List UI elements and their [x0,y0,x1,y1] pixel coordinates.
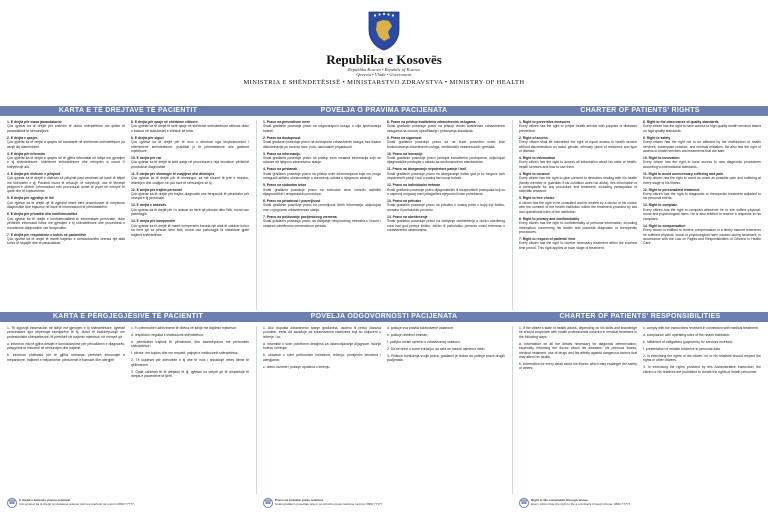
country-subtitle-line: Republika Kosovo • Republic of Kosovo [348,67,420,72]
responsibility-item: 2. Të kujdeset për shëndetin e tij dhe të mos i shkaktojë vetes dëme të qëllimshme. [131,358,249,367]
rights-sq-column-1 [7,120,125,310]
right-item-text: A citizen has the right to be consulted and be treated by a doctor of his choice with the consent of the health institution within the treatment provided by law and operational rules of the institution. [519,200,637,214]
responsibility-item: b. information for every detail about his illness, which may endanger the safety of others; [519,362,637,371]
responsibility-item: a. informon mbi të gjitha detajet e domosdoshme për përcaktimin e diagnozës, pasqyrimit të historisë së sëmundjes dhe trajtimit; [7,341,125,351]
responsibility-item: e. përmbahet trajtimit të përcaktuar, dhe bashkëpunon me personelin shëndetësor; [131,340,249,349]
right-item-title: 14. Right to compensation [643,223,686,228]
footer-phone-en [519,498,759,520]
right-item-title: 4. E drejta për dhënien e pëlqimit [7,171,61,176]
right-item-text: Svaki građanin poseduje pravo na odgovarajuću uslugu u cilju sprečavanja bolesti. [263,124,381,133]
responsibility-item: c. comply with the instructions received in connection with medical treatment; [643,326,759,330]
right-item [263,136,381,149]
country-subtitle [0,67,768,77]
right-item [519,196,637,214]
right-item-text: Svaki građanin poseduje pravo na izbegavanje koliko god je to moguće svih nepotrebnih patnji i boli u svakoj fazi svoje bolesti. [387,171,505,181]
right-item-text: Every citizen has the right to have access to new diagnostic procedures according to international standards. [643,160,761,169]
right-item-text: Every citizen is entitled to receive compensation in a timely manner whenever he suffered physical, moral or psychological harm caused during treatment, in accordance with the Law on Rights and Responsibilities of Citizens in Health Care. [643,228,761,246]
right-item-text: Çdo qytetar ka të drejtë për të shmangur, sa më shumë të jetë e mundur, dhimbjen dhe vuajtjen në çdo fazë të sëmundjes së tij. [131,176,249,185]
right-item-title: 8. Pravo na pristup kvalitetnim zdravstvenim uslugama [387,120,476,124]
right-item [387,120,505,133]
right-item-text: Svaki građanin poseduje pravo na dobijanje obeštećenja u okviru utvrđenog roka kad god pretrpi fizičku, etičku ili psihološku povredu usled tretmana u zdravstvenim ustanovama. [387,219,505,233]
band-title-rights-sq: KARTA E TË DREJTAVE TË PACIENTIT [58,107,198,114]
band-title-resp-en: CHARTER OF PATIENTS' RESPONSIBILITIES [559,313,721,320]
footer-title-sq: E drejta e ankesës pranon telefonit [19,498,71,502]
right-item [263,120,381,133]
right-item-title: 8. E drejta për qasje në shërbime cilësore [131,120,198,124]
footer-phone-sr [263,498,503,520]
right-item [519,237,637,250]
right-item-text: Svaki građanin poseduje pravo na poverljivost ličnih informacija, uključujući one o njegovom zdravstvenom stanju. [263,203,381,212]
responsibility-item: a. informiše o svim potrebnim detaljima za ustanovljavanje dijagnoze, istorije bolesti i lečenja; [263,341,381,351]
right-item [387,183,505,196]
right-item [263,152,381,165]
right-item-text: Svaki građanin poseduje pravo dijagnostičkih ili terapeutskih postupaka koji su u najvećoj mogućoj meri prilagođeni njegovim ličnim potrebama. [387,187,505,197]
phone-icon: ☎ [264,500,272,506]
responsibility-item: b. informon plotësisht për të gjitha rrethanat, përfshirë sëmundjet e mëparshme, trajtimet e mëparshme, përdorimin e barnave dhe alergjitë; [7,353,125,362]
right-item-title: 12. Right to personalized treatment [643,187,700,192]
kosovo-emblem-icon [361,8,407,52]
right-item [7,196,125,209]
right-item [131,219,249,237]
right-item [7,136,125,149]
phone-icon: ☎ [520,500,528,506]
right-item [643,172,761,185]
right-item-text: Çdo qytetar ka të drejtë të ketë qasje në shërbime shëndetësore cilësore duke u bazuar në standardet e cilësisë së larta. [131,124,249,133]
right-item-title: 9. Right to safety [643,135,671,140]
right-item-title: 3. Pravo na informaciju [263,151,301,156]
right-item [387,136,505,149]
rights-band [0,106,768,116]
right-item-text: Svaki građanin poseduje pravo na pritužbu u svakoj prilici u kojoj trpi fizičku, moralnu ili psihološku povredu. [387,203,505,212]
right-item [131,203,249,216]
resp-sr-column-1 [263,326,381,494]
right-item [263,183,381,196]
responsibility-item: e. fulfillment of obligations (payments) for services received; [643,340,733,344]
right-item-text: Every citizen shall be warranted the right of equal access to health service without discrimination on racial, gender, ethnicity, place of residence and type of disease. [519,140,637,154]
right-item-text: Svaki građanin poseduje pravo na pristup svim vrstama informacija koje se odnose na njegovo zdravstveno stanje. [263,156,381,165]
right-item [263,199,381,212]
responsibility-item: f. përdor, me kujdes dhe me respekt, pajisjet e institucionit shëndetësor. [131,351,239,356]
responsibility-item: 1. Ako dopušta zdravstveno stanje građanina, osobno ili preko članova porodice, treba da sarađuje sa zdravstvenim radnicima koji su uključeni u lečenje, i to: [263,326,381,339]
right-item-title: 4. Pravo na pristanak [263,167,298,172]
right-item-text: Çdo qytetar ka të drejtë për shërbim të duhur shëndetësor me qëllim të parandalimit të sëmundjeve. [7,124,125,133]
right-item-text: Every citizen has the right to diagnostic or therapeutic treatment adjusted to his personal needs. [643,192,761,201]
responsibilities-band [0,312,768,322]
right-item [387,199,505,212]
right-item-title: 3. Right to information [519,156,556,161]
right-item [131,120,249,133]
responsibility-item: b. obavesti o svim prethodnim bolestima, lečenju, primljenim lekovima i alergijama; [263,353,381,362]
column-divider [512,120,513,310]
right-item [519,217,637,235]
footer-text-sr: Svaki građanin poseduje pravo na prituzbu preko telefona na broj: 0800 77777. [275,502,384,506]
right-item-title: 10. E drejta për risi [131,156,162,161]
right-item-title: 11. Right to avoid unnecessary suffering and pain [643,171,724,176]
rights-sr-column-1 [263,120,381,310]
right-item [519,156,637,169]
right-item-title: 5. Pravo na slobodan izbor [263,183,307,188]
right-item-text: Every citizen has the right to access all information about his state of health, health services and how to use them. [519,160,637,169]
responsibility-item: 3. Prilikom korišćenja svojih prava, građanin je dužan da poštuje prava drugih pacijenata. [387,354,505,363]
document-header [0,0,768,100]
responsibility-item: f. pažljivo koristi opremu u zdravstvenoj ustanovi. [387,340,461,344]
responsibility-item: 3. Gjatë ushtrimit të të drejtave të tij, qytetari ka detyrë që të respektojë të drejtat e pacientëve të tjerë. [131,369,249,379]
footer-title-en: Right to file complaints through phone [531,498,588,502]
band-title-rights-en: CHARTER OF PATIENTS' RIGHTS [580,107,700,114]
footer-text-sq: Çdo qytetar ka të drejtë të paraqesë ankesë përmes telefonit në numrin 0800 77777. [19,502,135,506]
right-item-title: 5. Right to free choice [519,196,555,201]
right-item-title: 9. E drejta për siguri [131,135,164,140]
right-item-text: Çdo qytetar ka të drejtë e dhënies së pëlqimit pasi vendimet që kanë të bëjnë me shëndetin e tij. Pacienti mund të refuzojë, të ndryshojë, ose të tërheqë pëlqimin e dhënë. Informacioni mbi procedurat duhet të jepet në mënyrë të qartë dhe të kuptueshme. [7,176,125,194]
right-item-text: Every citizen has the right to give consent to decisions dealing with his health (family member or guardian if his condition does not allow), this information is a prerequisite for any procedure and treatment, including participation in scientific research. [519,176,637,194]
right-item-title: 6. E drejta për privatësi dhe konfidencialitet [7,212,78,217]
rights-sq-column-2 [131,120,249,310]
footer-phone-sq [7,498,247,520]
right-item-text: Çdo qytetar ka të drejtë për të mos u dëmtuar nga keqfunksionimi i shërbimeve shëndetësore, praktikat jo të përshtatshme dhe gabimet mjekësore. [131,140,249,154]
right-item-title: 2. Right of access [519,135,548,140]
right-item-text: Çdo qytetar ka të drejtë për t'u ankuar sa herë që pësuan dëm fizik, moral ose psikologjik. [131,207,249,217]
ministry-title: MINISTRIA E SHËNDETËSISË • MINISTARSTVO ZDRAVSTVA • MINISTRY OF HEALTH [243,79,525,86]
right-item-text: Çdo qytetar ka të drejtë të marrë kompensim brenda një afati të caktuar kohor sa herë që ka pësuar dëm fizik, moral ose psikologjik të shkaktuar gjatë trajtimit shëndetësor. [131,223,249,237]
responsibility-item: c. dobro razume i poštuje uputstva o lečenju; [263,364,331,369]
right-item-text: Çdo qytetar ka të drejtë e konfidencialitetit të informatave personale, duke përfshirë informatat lidhur me gjendjen e tij shëndetësore dhe procedurat e mundshme diagnostike ose terapeutike. [7,216,125,230]
right-item [387,167,505,180]
responsibility-item: 2. In exercising the rights of the citizen, he or his relatives should respect the rights of other citizens. [643,354,761,363]
rights-en-column-2 [643,120,761,310]
right-item [7,152,125,170]
right-item-title: 1. Pravo na preventivne mere [263,120,311,124]
right-item-text: Svaki građanin poseduje pravo na pristup visoko kvalitetnim zdravstvenim uslugama na osnovu specifikacije i poštovanja standarda. [387,124,505,133]
right-item [131,136,249,154]
right-item-title: 7. Right to respect of patients' time [519,236,576,241]
responsibility-item: e. poštuje utvrđeni tretman; [387,333,429,337]
column-divider [256,326,257,494]
right-item-text: Svaki građanin poseduje pravo pristupa inovativnim postupcima, uključujući dijagnostičke postupke u skladu sa međunarodnim standardima. [387,156,505,165]
right-item-text: Every citizen has the right to complain whenever he or she suffers physical, moral and psychological harm. He is also entitled to receive a response to his complaint. [643,207,761,221]
column-divider [512,326,513,494]
right-item [387,152,505,165]
right-item [131,188,249,201]
right-item-text: Every citizen has the right to confidentiality of personal information, including information concerning his health and potential diagnostic or therapeutic procedures. [519,221,637,234]
responsibility-item: 3. In exercising the rights provided by this Administrative Instruction, the citizen or his relatives are prohibited to violate the rights of health personnel. [643,365,761,374]
band-title-resp-sq: KARTA E PËRGJEGJËSIVE TË PACIENTIT [52,313,204,320]
right-item [519,136,637,154]
right-item-text: Every citizen has the right to avoid as much as possible pain and suffering at every stage of his illness. [643,176,761,185]
right-item [643,188,761,201]
right-item-title: 10. Right to innovation [643,156,680,161]
right-item-text: Çdo qytetar ka të drejtë që të zgjedhë lirisht mes procedurave të ndryshme diagnostike dhe trajtuese në bazë të informacionit të përshtatshëm. [7,200,125,210]
right-item-title: 10. Pravo na inovacije [387,151,423,156]
right-item [387,215,505,233]
right-item-text: Çdo qytetar ka të drejtë e qasjes në barabartë në shërbimet shëndetësore pa asnjë lloj diskriminimi. [7,140,125,149]
right-item-title: 5. E drejta për zgjedhje të lirë [7,196,54,201]
responsibility-item: 1. If the citizen's state of health allows, depending on his skills and knowledge he should cooperate with health professionals involved in medical treatment in the following ways: [519,326,637,339]
right-item [643,156,761,169]
footer-title-sr: Pravo na prituzbe preko telefona [275,498,323,502]
right-item-text: Çdo qytetar ka të drejtë të ketë qasje në procedurat e reja inovative, përfshirë procedurat diagnostike. [131,160,249,169]
footer-text-en: Every citizen has the right to file a complaint through phone: 0800 77777. [531,502,632,506]
right-item-title: 1. E drejta për masa parandaluese [7,120,62,124]
right-item-text: Svaki građanin poseduje pravo na dobijanje neophodnog tretmana u brzom i unapred određenom vremenskom periodu. [263,219,381,228]
country-name: Republika e Kosovës [326,52,442,67]
right-item-title: 2. E drejta e qasjes [7,135,38,140]
band-title-resp-sr: POVELJA ODGOVORNOSTI PACIJENATA [310,313,458,320]
right-item [7,172,125,194]
right-item [131,172,249,185]
column-divider [256,120,257,310]
responsibility-item: 1. Të sigurojë informacion në lidhje me gjendjen e tij shëndetësore, qytetari personalisht apo nëpërmjet familjarëve të tij, duhet të bashkëpunojë me profesionistët shëndetësorë, të përfshirë në trajtimin mjekësor, në mënyrë që: [7,326,125,339]
right-item-text: Çdo qytetar ka të drejtë të marrë trajtimin e domosdoshëm brenda një afati kohor të shpejtë dhe të paracaktuar. [7,236,125,246]
responsibility-item: d. poštuje sva pravila zdravstvene ustanove; [387,326,454,330]
band-title-rights-sr: POVELJA O PRAVIMA PACIJENATA [320,107,448,114]
right-item-title: 4. Right to consent [519,171,550,176]
right-item-title: 13. Right to complain [643,203,678,208]
right-item [643,203,761,221]
right-item-text: Every citizen has the right to have access to high quality health services based on high quality standards. [643,124,761,133]
right-item [131,156,249,169]
rights-sr-column-2 [387,120,505,310]
right-item-text: Svaki građanin poseduje pravo da ne bude povređen usled loše funkcionisanja zdravstvenih usluga, medicinskih nesavesnosti i grešaka. [387,140,505,149]
right-item-title: 14. E drejta për kompensim [131,219,176,224]
responsibility-item: a. information on all the details necessary for diagnosis determination, especially informing the doctor about his diseases, his previous illness, medical treatment, use of drugs and his affinity against dangerous factors that may affect his health; [519,341,637,360]
resp-en-column-1 [519,326,637,494]
right-item-title: 7. E drejta për respektimin e kohës së pacientëve [7,232,87,237]
right-item-title: 7. Pravo na poštovanje pacijentovog vremena [263,214,337,219]
right-item-text: Svaki građanin poseduje pravo na slobodan izbor između različitih dijagnostičkih i terapeutskih procedura. [263,187,381,197]
right-item-title: 1. Right to preventive measures [519,120,571,124]
right-item-title: 2. Pravo na dostupnost [263,135,301,140]
right-item-title: 13. E drejta e ankesës [131,203,167,208]
right-item-title: 6. Right to privacy and confidentiality [519,216,580,221]
right-item-text: Every citizen has the right not to be affected by the malfunction of health services, inadequate practice, and medical mistakes. He also has the right of access to health services and treatments that are safe. [643,140,761,154]
right-item-text: Every citizen has the right to proper health service with purpose of diseases prevention. [519,124,637,133]
resp-sq-column-2 [131,326,249,494]
resp-sr-column-2 [387,326,505,494]
right-item-title: 6. Pravo na privatnost i poverljivost [263,199,321,204]
rights-en-column-1 [519,120,637,310]
right-item [643,224,761,246]
right-item-text: Svaki građanin poseduje pravo na dostupnost zdravstvenih usluga, bez ikakve diskriminacije po osnovu rase, pola, nacionalne pripadnosti. [263,140,381,149]
right-item-title: 8. Right to the observance of quality standards [643,120,719,124]
right-item [643,120,761,133]
right-item [7,120,125,133]
right-item [263,215,381,228]
phone-icon: ☎ [8,500,16,506]
right-item [7,233,125,246]
right-item-title: 14. Pravo na obeštećenje [387,214,428,219]
right-item-title: 3. E drejta për informim [7,151,45,156]
right-item [7,212,125,230]
right-item-title: 13. Pravo na prituzbe [387,199,422,204]
right-item-text: Svaki građanin poseduje pravo na pristup svim informacijama koje mu mogu omogućiti aktivno učestvovanje u donošenju odluka o njegovom zdravlju. [263,171,381,181]
responsibility-item: f. presentation of reliable evidence to personal data. [643,347,721,351]
right-item [519,120,637,133]
right-item-title: 12. Pravo na individualni tretman [387,183,441,188]
resp-sq-column-1 [7,326,125,494]
responsibility-item: 2. Da se brine o svom zdravlju i da sebi ne nanosi namerno štetu. [387,347,486,351]
government-subtitle-line: Qeveria • Vlada • Government [356,72,412,77]
right-item-title: 11. Pravo na izbegavanje nepotrebne patnje i boli [387,167,467,172]
responsibility-item: c. Fu përmbahet udhëzimeve të dhëna në lidhje me trajtimin mjekësor; [131,326,237,330]
right-item-text: Every citizen has the right to receive necessary treatment within the shortest time period. This right applies at each stage of treatment. [519,241,637,250]
right-item-text: Çdo qytetar ka të drejtë për trajtim diagnostik ose terapeutik të përshtatur për nevojat e tij personale. [131,192,249,201]
resp-en-column-2 [643,326,761,494]
right-item-text: Çdo qytetar ka të drejtë e qasjes në të gjitha informatat në lidhje me gjendjen e tij shëndetësore, shërbimet shëndetësore dhe mënyrën si mund t'i shfrytëzojë ato. [7,156,125,169]
right-item-title: 11. E drejta për shmangie të vuajtjeve dhe dhimbjes [131,171,215,176]
responsibility-item: d. respekton rregullat e institucionit shëndetësor; [131,333,204,337]
right-item [263,167,381,180]
right-item-title: 9. Pravo na sigurnost [387,135,422,140]
right-item [519,172,637,194]
responsibility-item: d. compliance with operating rules of the health institution; [643,333,731,337]
right-item [643,136,761,154]
right-item-title: 12. E drejta për trajtim personal [131,187,182,192]
